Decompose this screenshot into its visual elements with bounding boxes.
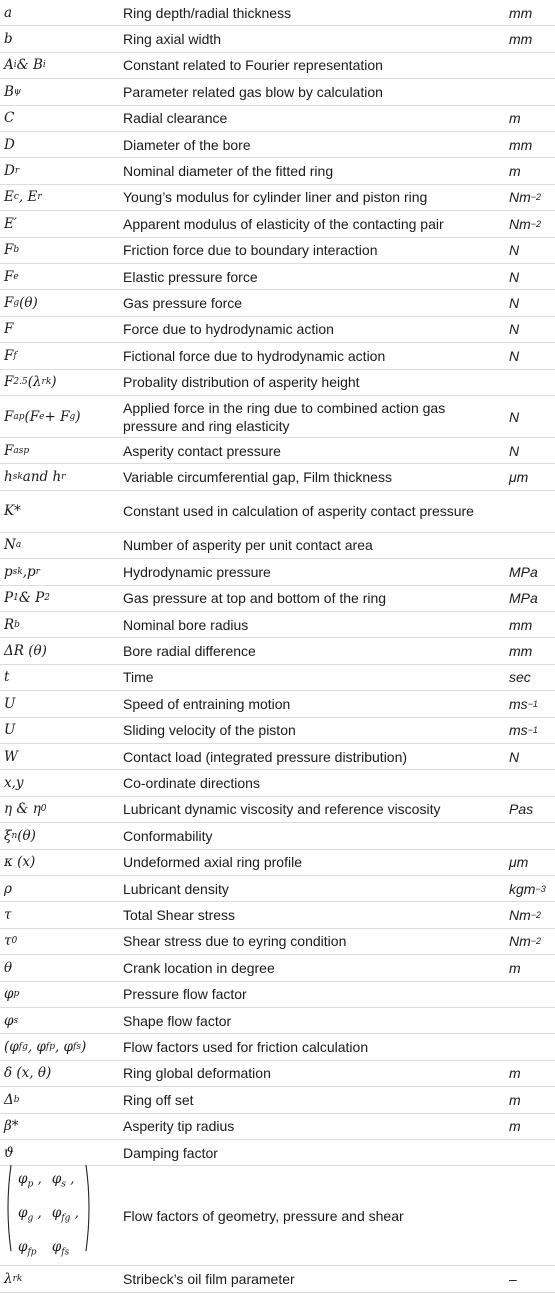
table-row bbox=[0, 1034, 555, 1060]
unit-cell: m bbox=[509, 163, 521, 180]
unit-cell: N bbox=[509, 295, 520, 312]
description-cell: Constant used in calculation of asperity contact pressure bbox=[123, 503, 474, 520]
description-cell: Variable circumferential gap, Film thickness bbox=[123, 469, 392, 486]
table-row bbox=[0, 876, 555, 902]
unit-cell: μm bbox=[509, 469, 529, 486]
description-cell: Young’s modulus for cylinder liner and piston ring bbox=[123, 189, 428, 206]
table-row bbox=[0, 1140, 555, 1166]
symbol-cell: t bbox=[4, 669, 10, 686]
symbol-cell: τ bbox=[4, 907, 12, 924]
unit-cell: mm bbox=[509, 4, 533, 21]
symbol-cell: x,y bbox=[4, 775, 24, 792]
unit-cell bbox=[509, 770, 555, 795]
table-row bbox=[0, 929, 555, 955]
table-row bbox=[0, 211, 555, 237]
table-row bbox=[0, 438, 555, 464]
table-row bbox=[0, 491, 555, 533]
symbol-cell: N a bbox=[4, 537, 22, 554]
matrix-entry: $\varphi_p$ , bbox=[18, 1171, 42, 1191]
table-row bbox=[0, 665, 555, 691]
table-row bbox=[0, 290, 555, 316]
description-cell: Lubricant density bbox=[123, 880, 229, 897]
description-cell: Total Shear stress bbox=[123, 907, 236, 924]
symbol-cell: E′ bbox=[4, 215, 17, 232]
unit-cell: μm bbox=[509, 854, 529, 871]
description-cell: Shape flow factor bbox=[123, 1012, 232, 1029]
description-cell: Fictional force due to hydrodynamic action bbox=[123, 347, 386, 364]
description-cell: Asperity contact pressure bbox=[123, 442, 281, 459]
unit-cell: MPa bbox=[509, 563, 538, 580]
description-cell: Nominal diameter of the fitted ring bbox=[123, 163, 334, 180]
symbol-cell: (φ fg , φ fp , φ fs ) bbox=[4, 1039, 87, 1056]
table-row bbox=[0, 26, 555, 52]
table-row bbox=[0, 79, 555, 105]
symbol-cell bbox=[4, 1166, 120, 1265]
symbol-cell: F 2.5 (λ rk ) bbox=[4, 374, 57, 391]
symbol-cell: b bbox=[4, 31, 13, 48]
unit-cell: N bbox=[509, 268, 520, 285]
table-row bbox=[0, 612, 555, 638]
symbol-cell: h sk and h r bbox=[4, 469, 66, 486]
description-cell: Crank location in degree bbox=[123, 959, 275, 976]
unit-cell: Nm −2 bbox=[509, 189, 542, 206]
description-cell: Gas pressure force bbox=[123, 295, 243, 312]
matrix-entry: $\varphi_{fg}$ , bbox=[51, 1205, 79, 1224]
symbol-cell: P 1 & P 2 bbox=[4, 590, 50, 607]
description-cell: Gas pressure at top and bottom of the ring bbox=[123, 590, 387, 607]
description-cell: Pressure flow factor bbox=[123, 986, 247, 1003]
unit-cell bbox=[509, 1140, 555, 1165]
description-cell: Apparent modulus of elasticity of the contacting pair bbox=[123, 215, 444, 232]
table-row bbox=[0, 0, 555, 26]
unit-cell: sec bbox=[509, 669, 531, 686]
description-cell: Flow factors used for friction calculation bbox=[123, 1039, 369, 1056]
table-row bbox=[0, 955, 555, 981]
unit-cell: Pas bbox=[509, 801, 534, 818]
table-row bbox=[0, 1166, 555, 1266]
symbol-cell: F ap (F e + F g ) bbox=[4, 408, 81, 425]
description-cell: Sliding velocity of the piston bbox=[123, 722, 296, 739]
unit-cell: kgm −3 bbox=[509, 880, 546, 897]
unit-cell bbox=[509, 533, 555, 558]
unit-cell bbox=[509, 1008, 555, 1033]
description-cell: Nominal bore radius bbox=[123, 616, 249, 633]
table-row bbox=[0, 823, 555, 849]
table-row bbox=[0, 691, 555, 717]
table-row bbox=[0, 586, 555, 612]
symbol-cell: F g (θ) bbox=[4, 295, 38, 312]
unit-cell bbox=[509, 1034, 555, 1059]
symbol-cell: F f bbox=[4, 347, 17, 364]
symbol-cell: η & η 0 bbox=[4, 801, 47, 818]
description-cell: Shear stress due to eyring condition bbox=[123, 933, 347, 950]
table-row bbox=[0, 533, 555, 559]
symbol-cell: ϑ bbox=[4, 1144, 14, 1161]
unit-cell bbox=[509, 79, 555, 104]
right-paren-icon bbox=[85, 1164, 93, 1267]
symbol-cell: W bbox=[4, 748, 18, 765]
description-cell: Undeformed axial ring profile bbox=[123, 854, 302, 871]
table-row bbox=[0, 638, 555, 664]
description-cell: Ring depth/radial thickness bbox=[123, 4, 292, 21]
table-row bbox=[0, 238, 555, 264]
table-row bbox=[0, 559, 555, 585]
table-row bbox=[0, 1061, 555, 1087]
unit-cell bbox=[509, 370, 555, 395]
symbol-cell: F b bbox=[4, 242, 20, 259]
unit-cell: mm bbox=[509, 643, 533, 660]
symbol-cell: U bbox=[4, 695, 16, 712]
table-row bbox=[0, 106, 555, 132]
unit-cell: ms −1 bbox=[509, 722, 538, 739]
table-row bbox=[0, 317, 555, 343]
symbol-cell: φ p bbox=[4, 986, 20, 1003]
table-row bbox=[0, 1087, 555, 1113]
symbol-cell: a bbox=[4, 4, 13, 21]
description-cell: Ring off set bbox=[123, 1091, 194, 1108]
description-cell: Asperity tip radius bbox=[123, 1118, 235, 1135]
description-cell: Contact load (integrated pressure distribution) bbox=[123, 748, 408, 765]
unit-cell: mm bbox=[509, 616, 533, 633]
unit-cell: Nm −2 bbox=[509, 907, 542, 924]
symbol-cell: κ (x) bbox=[4, 854, 36, 871]
table-row bbox=[0, 902, 555, 928]
matrix-entry: $\varphi_g$ , bbox=[18, 1205, 42, 1224]
description-cell: Speed of entraining motion bbox=[123, 695, 291, 712]
table-row bbox=[0, 797, 555, 823]
symbol-cell: D r bbox=[4, 163, 20, 180]
description-cell: Parameter related gas blow by calculation bbox=[123, 83, 383, 100]
table-row bbox=[0, 464, 555, 490]
left-paren-icon bbox=[4, 1164, 12, 1267]
description-cell: Elastic pressure force bbox=[123, 268, 258, 285]
unit-cell bbox=[509, 823, 555, 848]
table-row bbox=[0, 770, 555, 796]
symbol-cell: F asp bbox=[4, 442, 30, 459]
table-row bbox=[0, 343, 555, 369]
unit-cell: N bbox=[509, 442, 520, 459]
matrix-entry: $\varphi_{fs}$ bbox=[51, 1238, 70, 1258]
table-row bbox=[0, 264, 555, 290]
description-cell: Ring axial width bbox=[123, 31, 222, 48]
description-cell: Bore radial difference bbox=[123, 643, 256, 660]
unit-cell: m bbox=[509, 110, 521, 127]
unit-cell: N bbox=[509, 347, 520, 364]
table-row bbox=[0, 718, 555, 744]
description-cell: Damping factor bbox=[123, 1144, 218, 1161]
symbol-cell: R b bbox=[4, 616, 20, 633]
unit-cell: mm bbox=[509, 136, 533, 153]
unit-cell bbox=[509, 1166, 555, 1265]
description-cell: Probality distribution of asperity height bbox=[123, 374, 360, 391]
symbol-cell: φ s bbox=[4, 1012, 19, 1029]
description-cell: Lubricant dynamic viscosity and reference viscosity bbox=[123, 801, 441, 818]
symbol-cell: E c , E r bbox=[4, 189, 42, 206]
symbol-cell: τ 0 bbox=[4, 933, 18, 950]
description-cell: Time bbox=[123, 669, 154, 686]
symbol-cell: C bbox=[4, 110, 15, 127]
symbol-cell: δ (x, θ) bbox=[4, 1065, 52, 1082]
unit-cell bbox=[509, 491, 555, 532]
unit-cell: N bbox=[509, 408, 520, 425]
matrix-entry: $\varphi_{fp}$ bbox=[18, 1238, 37, 1258]
unit-cell: m bbox=[509, 1065, 521, 1082]
symbol-cell: A i & B i bbox=[4, 57, 46, 74]
table-row bbox=[0, 982, 555, 1008]
unit-cell: Nm −2 bbox=[509, 933, 542, 950]
unit-cell: ms −1 bbox=[509, 695, 538, 712]
unit-cell: m bbox=[509, 1118, 521, 1135]
symbol-cell: p sk ,p r bbox=[4, 563, 40, 580]
symbol-cell: λ rk bbox=[4, 1271, 23, 1288]
table-row bbox=[0, 370, 555, 396]
table-row bbox=[0, 1008, 555, 1034]
description-cell: Conformability bbox=[123, 827, 213, 844]
description-cell: Co-ordinate directions bbox=[123, 775, 260, 792]
table-row bbox=[0, 744, 555, 770]
table-row bbox=[0, 158, 555, 184]
symbol-cell: B ψ bbox=[4, 83, 21, 100]
unit-cell bbox=[509, 53, 555, 78]
unit-cell bbox=[509, 982, 555, 1007]
table-row bbox=[0, 132, 555, 158]
table-row bbox=[0, 396, 555, 438]
unit-cell: N bbox=[509, 321, 520, 338]
symbol-cell: β* bbox=[4, 1118, 19, 1135]
symbol-cell: ξ n (θ) bbox=[4, 827, 36, 844]
unit-cell: MPa bbox=[509, 590, 538, 607]
symbol-cell: ΔR (θ) bbox=[4, 643, 47, 660]
unit-cell: N bbox=[509, 242, 520, 259]
description-cell: Number of asperity per unit contact area bbox=[123, 537, 373, 554]
description-cell: Diameter of the bore bbox=[123, 136, 251, 153]
description-cell: Ring global deformation bbox=[123, 1065, 271, 1082]
description-cell: Flow factors of geometry, pressure and shear bbox=[123, 1207, 404, 1224]
description-cell: Radial clearance bbox=[123, 110, 228, 127]
unit-cell: m bbox=[509, 1091, 521, 1108]
description-cell: Friction force due to boundary interaction bbox=[123, 242, 378, 259]
description-cell: Force due to hydrodynamic action bbox=[123, 321, 334, 338]
description-cell: Hydrodynamic pressure bbox=[123, 563, 271, 580]
description-cell: Stribeck’s oil film parameter bbox=[123, 1271, 295, 1288]
table-row bbox=[0, 850, 555, 876]
symbol-cell: F bbox=[4, 321, 14, 338]
table-row bbox=[0, 1114, 555, 1140]
symbol-cell: Δ b bbox=[4, 1091, 20, 1108]
unit-cell: N bbox=[509, 748, 520, 765]
unit-cell: mm bbox=[509, 31, 533, 48]
unit-cell: Nm −2 bbox=[509, 215, 542, 232]
symbol-cell: θ bbox=[4, 959, 13, 976]
table-row bbox=[0, 185, 555, 211]
matrix-entry: $\varphi_s$ , bbox=[51, 1171, 75, 1191]
symbol-cell: D bbox=[4, 136, 15, 153]
table-row bbox=[0, 1266, 555, 1292]
table-row bbox=[0, 53, 555, 79]
symbol-cell: ρ bbox=[4, 880, 12, 897]
symbol-cell: K* bbox=[4, 503, 21, 520]
unit-cell: – bbox=[509, 1271, 517, 1288]
symbol-cell: U bbox=[4, 722, 16, 739]
unit-cell: m bbox=[509, 959, 521, 976]
description-cell: Applied force in the ring due to combined action gas pressure and ring elasticity bbox=[123, 399, 446, 434]
symbol-cell: F e bbox=[4, 268, 19, 285]
description-cell: Constant related to Fourier representation bbox=[123, 57, 383, 74]
